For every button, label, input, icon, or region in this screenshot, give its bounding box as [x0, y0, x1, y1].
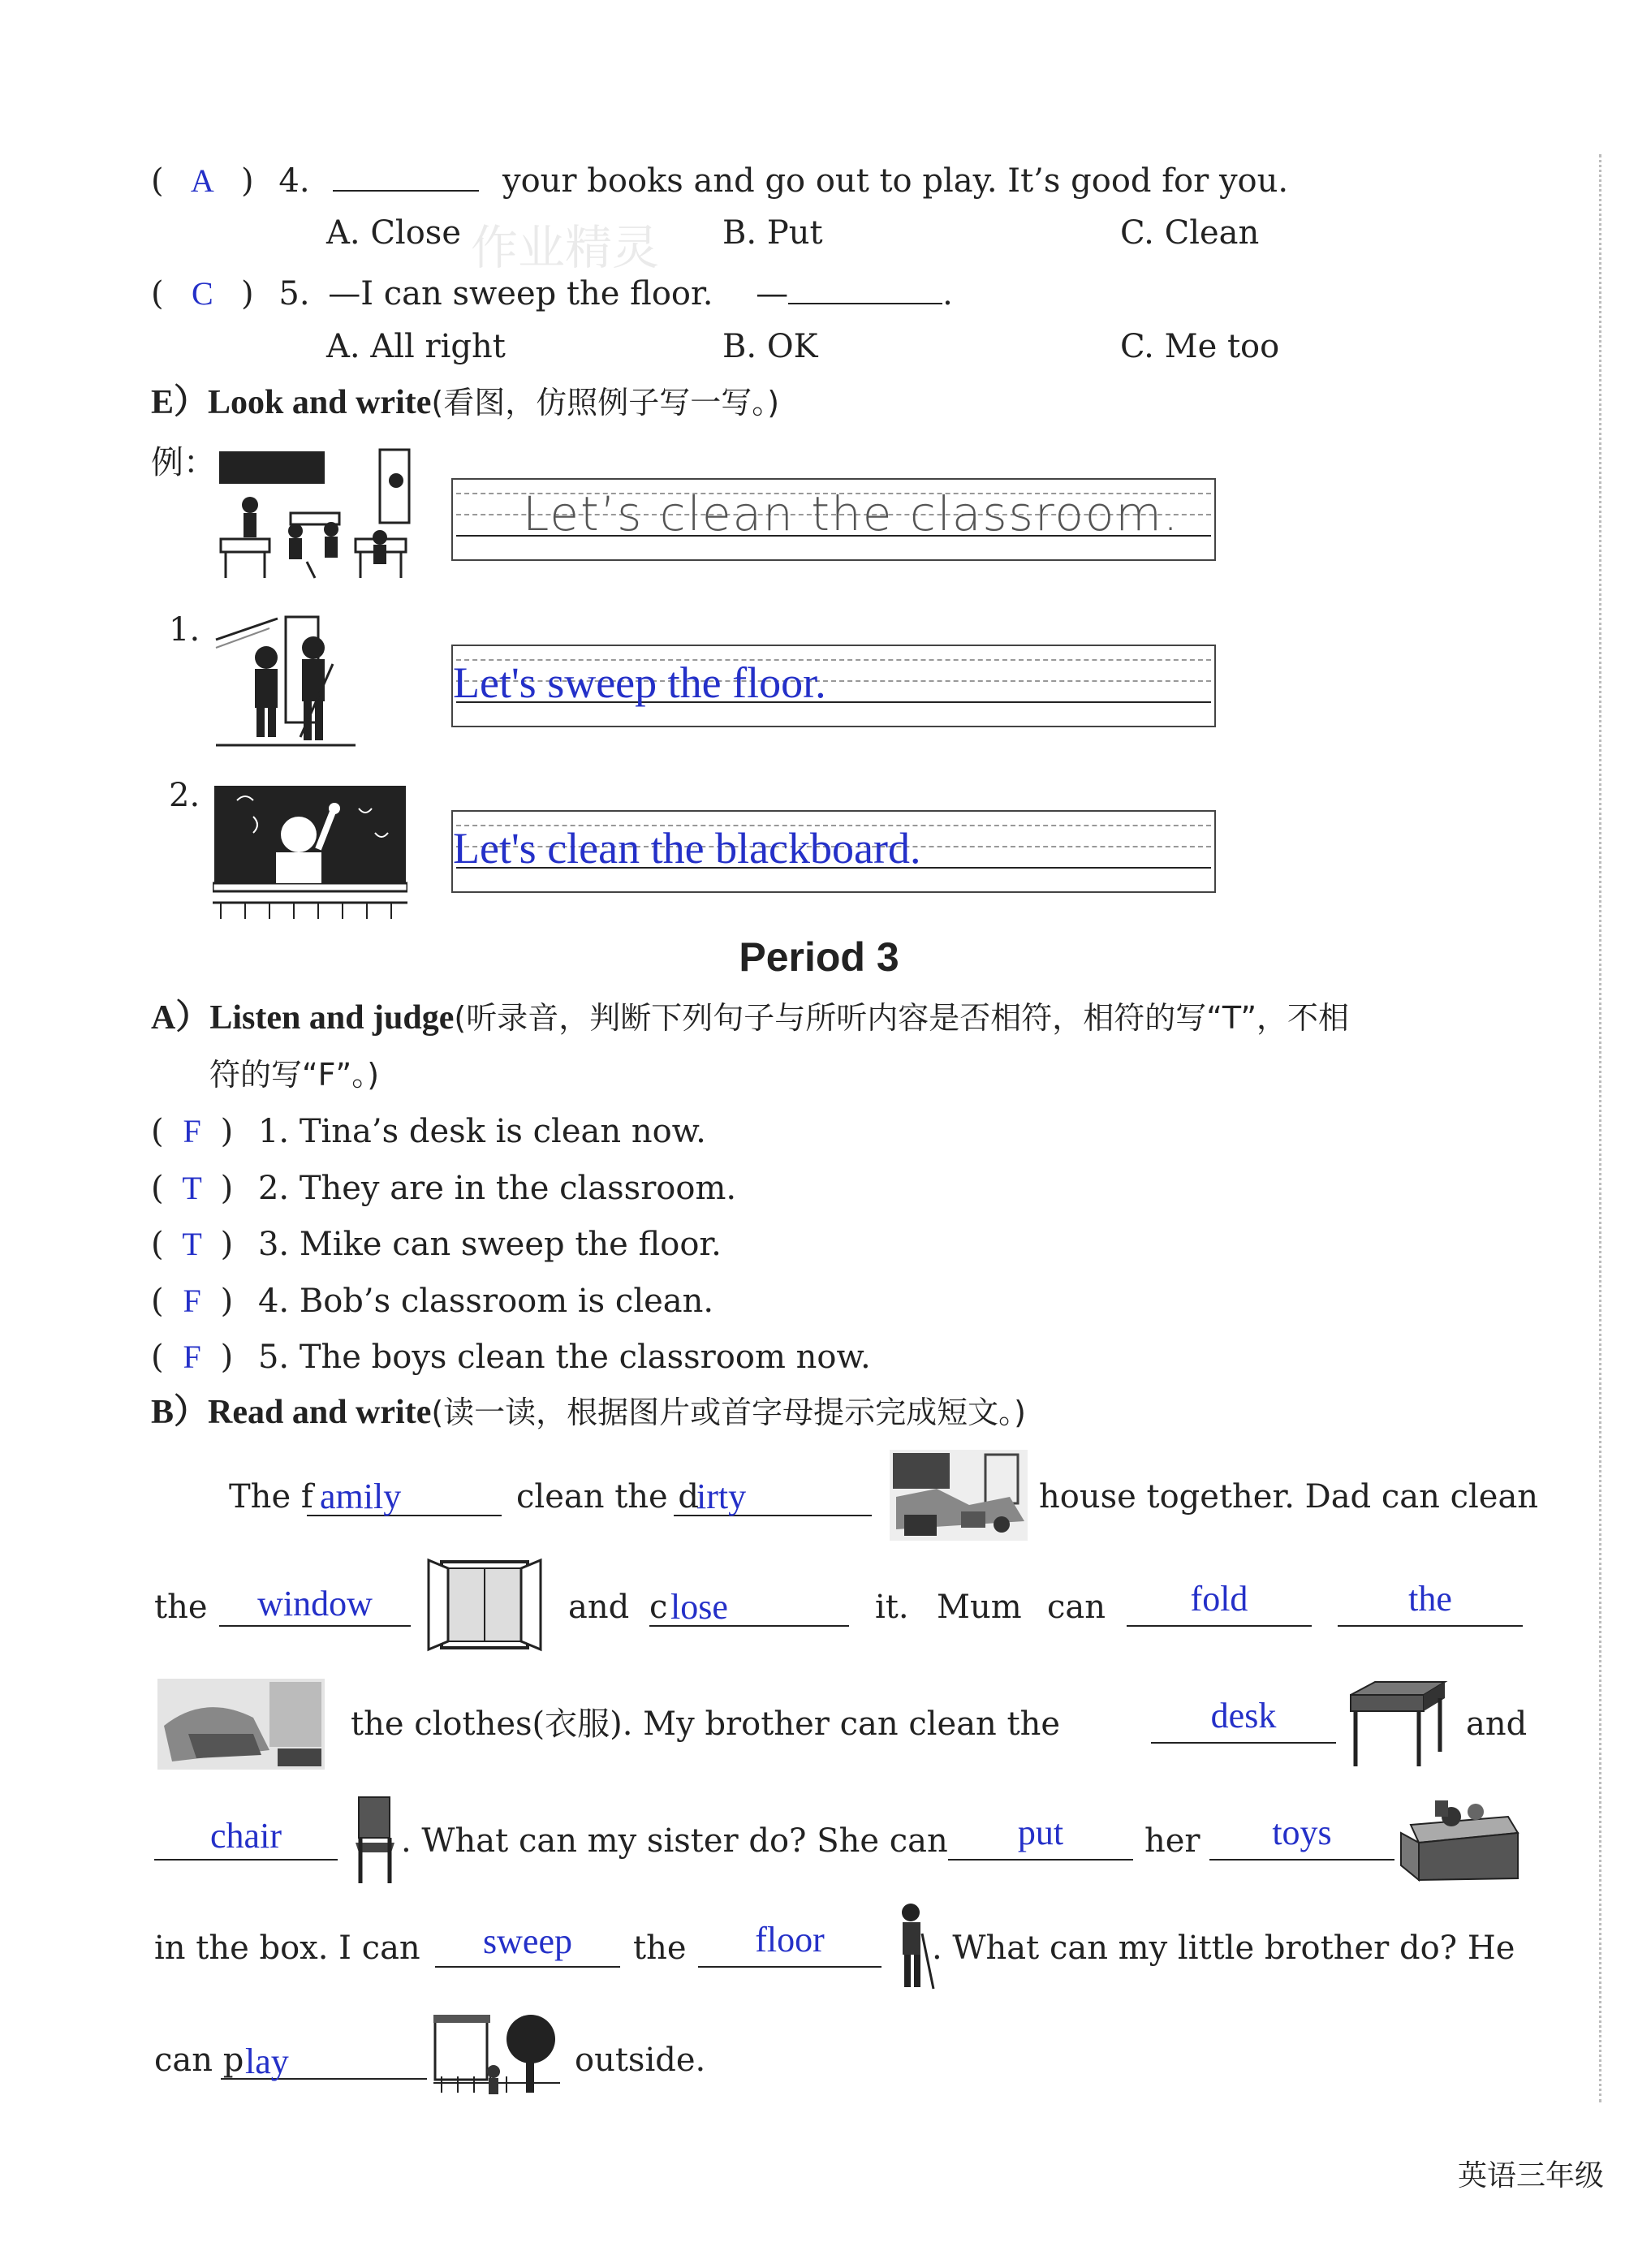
classroom-cleaning-image [218, 448, 412, 583]
section-b-heading: B）Read and write(读一读，根据图片或首字母提示完成短文。) [151, 1394, 1026, 1431]
answer-fold: fold [1190, 1579, 1248, 1619]
option-q4-a: A. Close [326, 214, 461, 252]
answer-close: lose [670, 1587, 728, 1627]
passage-text: can p [154, 2042, 244, 2079]
margin-dotted-line [1599, 154, 1601, 2102]
dirty-house-image [888, 1448, 1029, 1542]
passage-text: clean the d [516, 1478, 700, 1516]
section-a-heading: A）Listen and judge(听录音，判断下列句子与所听内容是否相符，相符的写“T”，不相 [151, 999, 1349, 1037]
passage-text: house together. Dad can clean [1039, 1478, 1539, 1516]
passage-text: outside. [575, 2042, 706, 2079]
section-e-heading: E）Look and write(看图，仿照例子写一写。) [151, 384, 780, 421]
passage-text: the [154, 1589, 208, 1626]
folding-clothes-image [156, 1677, 326, 1771]
passage-text: the clothes(衣服). My brother can clean the [351, 1705, 1061, 1743]
answer-toys: toys [1272, 1813, 1332, 1852]
passage-text: it. [875, 1589, 909, 1626]
blank [698, 1966, 882, 1968]
answer-window: window [257, 1584, 373, 1623]
writing-lines-example [451, 478, 1216, 561]
passage-text: . What can my little brother do? He [932, 1930, 1515, 1967]
example-label: 例： [151, 444, 216, 481]
answer-sweep: sweep [483, 1921, 572, 1961]
item-1-number: 1. [169, 611, 200, 649]
question-5: ( C ) 5. —I can sweep the floor. — . [151, 270, 953, 313]
answer-family: amily [320, 1477, 402, 1516]
watermark: 作业精灵 [471, 220, 660, 275]
period-title: Period 3 [739, 934, 899, 980]
example-sentence: Let’s clean the classroom. [523, 486, 1180, 541]
answer-dirty: irty [696, 1477, 747, 1516]
blank [154, 1859, 338, 1861]
judge-item-3: ( T ) 3. Mike can sweep the floor. [151, 1226, 722, 1263]
blank [435, 1966, 620, 1968]
desk-image [1343, 1679, 1448, 1770]
answer-floor: floor [755, 1920, 825, 1960]
blank [948, 1859, 1133, 1861]
option-q5-b: B. OK [722, 328, 818, 365]
item-2-answer: Let's clean the blackboard. [453, 824, 921, 873]
passage-text: . What can my sister do? She can [401, 1822, 948, 1860]
passage-text: her [1144, 1822, 1200, 1860]
passage-text: can [1047, 1589, 1106, 1626]
blank [219, 1625, 411, 1627]
girl-sweeping-image [888, 1901, 937, 1994]
window-image [425, 1557, 544, 1653]
chair-image [351, 1794, 399, 1886]
playing-outside-image [430, 2011, 563, 2104]
answer-desk: desk [1210, 1696, 1277, 1735]
writing-lines-1 [451, 645, 1216, 727]
answer-put: put [1017, 1813, 1064, 1852]
passage-text: the [633, 1930, 687, 1967]
passage-text: and [1466, 1705, 1528, 1743]
blank [788, 270, 942, 304]
blank [1338, 1625, 1523, 1627]
footer-grade-label: 英语三年级 [1458, 2159, 1605, 2193]
blank [1127, 1625, 1312, 1627]
option-q5-a: A. All right [326, 328, 506, 365]
option-q4-c: C. Clean [1120, 214, 1260, 252]
boys-sweeping-image [213, 615, 357, 750]
toy-box-image [1394, 1792, 1523, 1883]
question-4: ( A ) 4. your books and go out to play. It’s good for you. [151, 157, 1288, 200]
judge-item-2: ( T ) 2. They are in the classroom. [151, 1170, 737, 1207]
item-1-answer: Let's sweep the floor. [453, 658, 826, 707]
option-q4-b: B. Put [722, 214, 823, 252]
writing-lines-2 [451, 810, 1216, 893]
judge-item-4: ( F ) 4. Bob’s classroom is clean. [151, 1283, 714, 1320]
judge-item-1: ( F ) 1. Tina’s desk is clean now. [151, 1113, 706, 1150]
passage-text: Mum [937, 1589, 1022, 1626]
answer-q4: A [190, 162, 214, 199]
passage-text: The f [229, 1478, 313, 1516]
answer-play: lay [245, 2042, 289, 2081]
blank [1151, 1742, 1336, 1744]
blank [1209, 1859, 1394, 1861]
passage-text: and [568, 1589, 630, 1626]
judge-item-5: ( F ) 5. The boys clean the classroom now. [151, 1339, 871, 1376]
passage-text: c [649, 1589, 668, 1626]
section-a-heading-cont: 符的写“F”。) [209, 1057, 380, 1093]
answer-chair: chair [210, 1816, 282, 1856]
passage-text: in the box. I can [154, 1930, 420, 1967]
answer-q5: C [191, 275, 213, 312]
blank [333, 157, 479, 192]
answer-the: the [1408, 1579, 1452, 1619]
item-2-number: 2. [169, 777, 200, 814]
option-q5-c: C. Me too [1120, 328, 1280, 365]
boy-cleaning-blackboard-image [213, 784, 407, 921]
